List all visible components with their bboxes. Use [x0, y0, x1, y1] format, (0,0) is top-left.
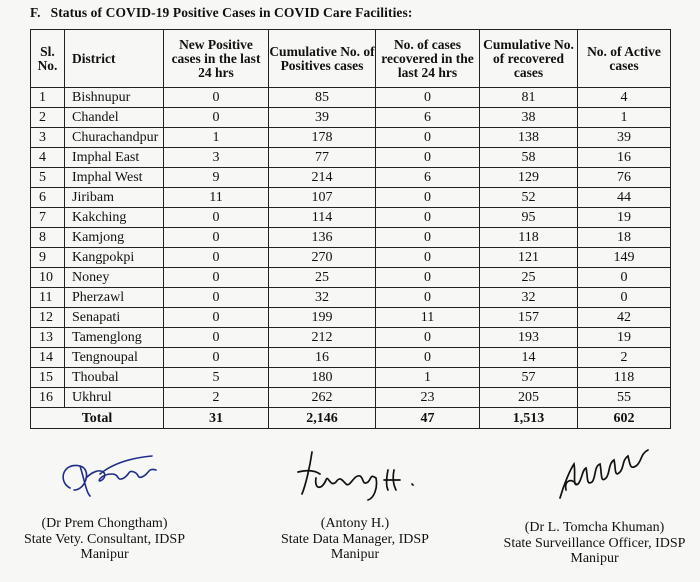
cell-cumulative-positive: 39 — [269, 108, 376, 128]
cell-new-positive: 0 — [164, 248, 269, 268]
cell-active: 1 — [578, 108, 671, 128]
cell-recovered-24: 11 — [376, 308, 480, 328]
cell-new-positive: 0 — [164, 88, 269, 108]
cell-new-positive: 3 — [164, 148, 269, 168]
cell-recovered-24: 0 — [376, 268, 480, 288]
cell-cumulative-recovered: 138 — [480, 128, 578, 148]
cell-cumulative-positive: 32 — [269, 288, 376, 308]
cell-sl-no: 2 — [31, 108, 65, 128]
cell-sl-no: 14 — [31, 348, 65, 368]
cell-new-positive: 0 — [164, 288, 269, 308]
table-header-row — [31, 30, 671, 88]
cell-sl-no: 9 — [31, 248, 65, 268]
total-new: 31 — [164, 408, 269, 429]
cell-district: Kamjong — [65, 228, 164, 248]
cell-district: Thoubal — [65, 368, 164, 388]
cell-new-positive: 1 — [164, 128, 269, 148]
table-row — [31, 308, 671, 328]
cell-district: Tamenglong — [65, 328, 164, 348]
cell-district: Jiribam — [65, 188, 164, 208]
cell-sl-no: 11 — [31, 288, 65, 308]
cell-cumulative-recovered: 81 — [480, 88, 578, 108]
cell-recovered-24: 6 — [376, 168, 480, 188]
cell-cumulative-recovered: 193 — [480, 328, 578, 348]
cell-new-positive: 2 — [164, 388, 269, 408]
cell-recovered-24: 23 — [376, 388, 480, 408]
cell-cumulative-positive: 199 — [269, 308, 376, 328]
total-cumulative-positive: 2,146 — [269, 408, 376, 429]
cell-sl-no: 6 — [31, 188, 65, 208]
header-cumulative-positive: Cumulative No. of Positives cases — [269, 30, 376, 88]
cell-active: 149 — [578, 248, 671, 268]
cell-new-positive: 0 — [164, 308, 269, 328]
total-recovered-24: 47 — [376, 408, 480, 429]
cell-sl-no: 1 — [31, 88, 65, 108]
cell-active: 42 — [578, 308, 671, 328]
cell-cumulative-positive: 136 — [269, 228, 376, 248]
cell-cumulative-positive: 25 — [269, 268, 376, 288]
cell-active: 18 — [578, 228, 671, 248]
cell-cumulative-positive: 270 — [269, 248, 376, 268]
cell-new-positive: 0 — [164, 328, 269, 348]
cell-new-positive: 0 — [164, 228, 269, 248]
cell-district: Chandel — [65, 108, 164, 128]
table-row — [31, 88, 671, 108]
total-row — [31, 408, 671, 429]
signatory-2-designation: State Data Manager, IDSP — [281, 531, 429, 547]
cell-cumulative-positive: 85 — [269, 88, 376, 108]
header-new-positive: New Positive cases in the last 24 hrs — [164, 30, 269, 88]
cell-new-positive: 0 — [164, 108, 269, 128]
covid-cases-table — [30, 29, 671, 429]
signatory-3 — [487, 440, 700, 567]
header-sl-no: Sl. No. — [31, 30, 65, 88]
cell-cumulative-recovered: 205 — [480, 388, 578, 408]
cell-sl-no: 4 — [31, 148, 65, 168]
cell-recovered-24: 1 — [376, 368, 480, 388]
header-recovered-24: No. of cases recovered in the last 24 hrs — [376, 30, 480, 88]
cell-new-positive: 5 — [164, 368, 269, 388]
cell-recovered-24: 0 — [376, 208, 480, 228]
table-row — [31, 148, 671, 168]
table-row — [31, 388, 671, 408]
cell-district: Senapati — [65, 308, 164, 328]
signatory-1-name: (Dr Prem Chongtham) — [41, 516, 168, 531]
cell-recovered-24: 0 — [376, 148, 480, 168]
cell-recovered-24: 0 — [376, 328, 480, 348]
cell-cumulative-recovered: 25 — [480, 268, 578, 288]
cell-cumulative-positive: 180 — [269, 368, 376, 388]
cell-cumulative-recovered: 14 — [480, 348, 578, 368]
header-cumulative-recovered: Cumulative No. of recovered cases — [480, 30, 578, 88]
signatory-2 — [255, 444, 455, 563]
signatory-2-name: (Antony H.) — [320, 516, 390, 531]
cell-cumulative-recovered: 58 — [480, 148, 578, 168]
cell-new-positive: 0 — [164, 208, 269, 228]
cell-recovered-24: 0 — [376, 288, 480, 308]
cell-recovered-24: 0 — [376, 348, 480, 368]
signatory-2-location: Manipur — [330, 547, 380, 562]
cell-new-positive: 0 — [164, 268, 269, 288]
cell-district: Bishnupur — [65, 88, 164, 108]
cell-recovered-24: 0 — [376, 228, 480, 248]
cell-new-positive: 11 — [164, 188, 269, 208]
cell-cumulative-positive: 262 — [269, 388, 376, 408]
signatory-1-location: Manipur — [80, 547, 129, 562]
cell-active: 4 — [578, 88, 671, 108]
cell-active: 44 — [578, 188, 671, 208]
cell-sl-no: 3 — [31, 128, 65, 148]
cell-cumulative-positive: 114 — [269, 208, 376, 228]
section-title-text: Status of COVID-19 Positive Cases in COVID Care Facilities: — [50, 5, 413, 20]
signatory-1 — [2, 444, 207, 563]
cell-cumulative-positive: 178 — [269, 128, 376, 148]
cell-active: 0 — [578, 288, 671, 308]
signatory-3-location: Manipur — [570, 551, 619, 566]
cell-district: Churachandpur — [65, 128, 164, 148]
table-row — [31, 108, 671, 128]
header-active: No. of Active cases — [578, 30, 671, 88]
cell-cumulative-recovered: 121 — [480, 248, 578, 268]
signatory-3-name: (Dr L. Tomcha Khuman) — [524, 520, 665, 535]
section-letter: F. — [30, 5, 41, 20]
cell-cumulative-recovered: 157 — [480, 308, 578, 328]
cell-cumulative-positive: 16 — [269, 348, 376, 368]
cell-active: 19 — [578, 208, 671, 228]
cell-district: Kakching — [65, 208, 164, 228]
signature-3-icon — [520, 440, 670, 506]
cell-cumulative-recovered: 32 — [480, 288, 578, 308]
table-row — [31, 328, 671, 348]
cell-active: 16 — [578, 148, 671, 168]
signatures-section — [0, 430, 700, 582]
table-row — [31, 128, 671, 148]
cell-active: 76 — [578, 168, 671, 188]
table-row — [31, 288, 671, 308]
cell-sl-no: 8 — [31, 228, 65, 248]
cell-active: 0 — [578, 268, 671, 288]
cell-new-positive: 0 — [164, 348, 269, 368]
cell-active: 39 — [578, 128, 671, 148]
cell-cumulative-positive: 212 — [269, 328, 376, 348]
table-row — [31, 188, 671, 208]
cell-district: Imphal West — [65, 168, 164, 188]
cell-district: Imphal East — [65, 148, 164, 168]
table-row — [31, 208, 671, 228]
signatory-3-designation: State Surveillance Officer, IDSP — [503, 535, 686, 551]
cell-cumulative-positive: 107 — [269, 188, 376, 208]
cell-new-positive: 9 — [164, 168, 269, 188]
cell-cumulative-recovered: 38 — [480, 108, 578, 128]
header-district: District — [65, 30, 164, 88]
signature-1-icon — [40, 444, 170, 502]
cell-sl-no: 12 — [31, 308, 65, 328]
total-label: Total — [31, 408, 164, 429]
cell-active: 118 — [578, 368, 671, 388]
cell-active: 2 — [578, 348, 671, 368]
cell-cumulative-recovered: 52 — [480, 188, 578, 208]
cell-sl-no: 10 — [31, 268, 65, 288]
cell-active: 55 — [578, 388, 671, 408]
cell-district: Noney — [65, 268, 164, 288]
cell-active: 19 — [578, 328, 671, 348]
table-row — [31, 348, 671, 368]
cell-recovered-24: 0 — [376, 128, 480, 148]
table-row — [31, 168, 671, 188]
total-cumulative-recovered: 1,513 — [480, 408, 578, 429]
signatory-1-designation: State Vety. Consultant, IDSP — [23, 531, 185, 547]
cell-recovered-24: 0 — [376, 188, 480, 208]
cell-sl-no: 16 — [31, 388, 65, 408]
cell-sl-no: 15 — [31, 368, 65, 388]
signature-2-icon — [280, 444, 430, 504]
cell-sl-no: 13 — [31, 328, 65, 348]
cell-recovered-24: 6 — [376, 108, 480, 128]
cell-district: Ukhrul — [65, 388, 164, 408]
table-row — [31, 248, 671, 268]
cell-district: Kangpokpi — [65, 248, 164, 268]
cell-sl-no: 7 — [31, 208, 65, 228]
cell-cumulative-recovered: 57 — [480, 368, 578, 388]
cell-cumulative-recovered: 129 — [480, 168, 578, 188]
total-active: 602 — [578, 408, 671, 429]
cell-recovered-24: 0 — [376, 248, 480, 268]
table-row — [31, 228, 671, 248]
cell-cumulative-recovered: 95 — [480, 208, 578, 228]
table-row — [31, 268, 671, 288]
cell-sl-no: 5 — [31, 168, 65, 188]
table-row — [31, 368, 671, 388]
table-body — [31, 88, 671, 408]
cell-cumulative-positive: 214 — [269, 168, 376, 188]
section-title — [30, 5, 412, 21]
cell-district: Tengnoupal — [65, 348, 164, 368]
cell-recovered-24: 0 — [376, 88, 480, 108]
cell-district: Pherzawl — [65, 288, 164, 308]
cell-cumulative-positive: 77 — [269, 148, 376, 168]
cell-cumulative-recovered: 118 — [480, 228, 578, 248]
